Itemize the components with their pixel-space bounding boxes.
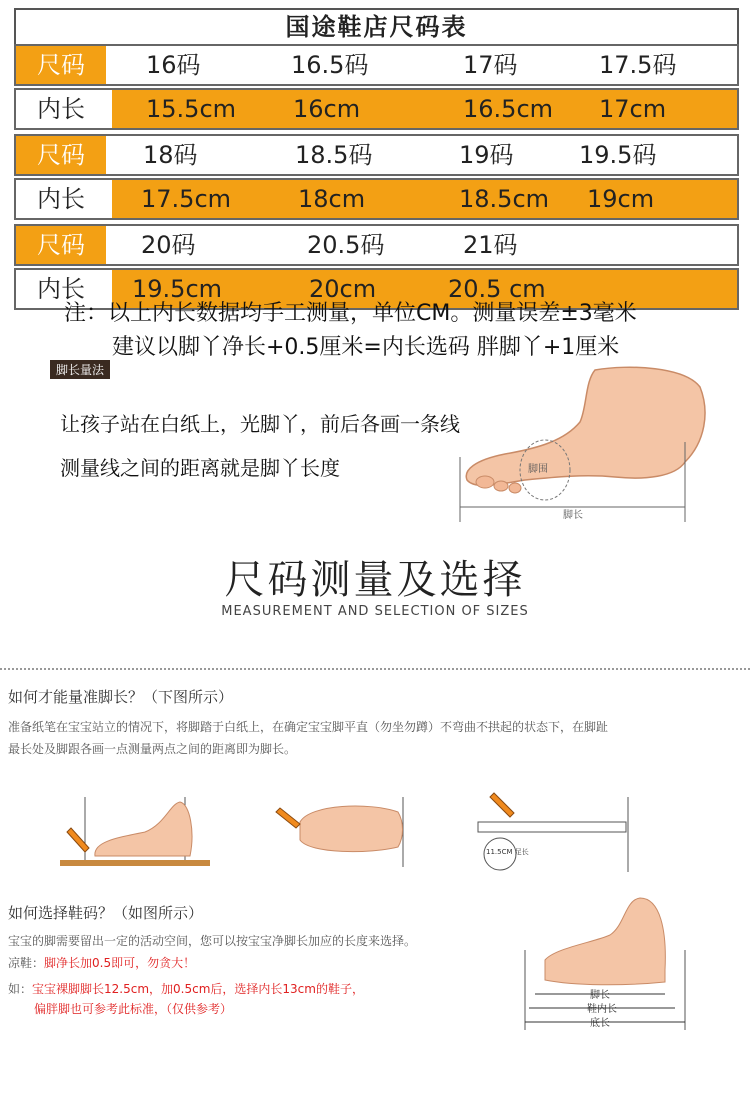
length-cell: 17.5cm (141, 185, 232, 213)
sole-length-label: 底长 (590, 1018, 610, 1029)
length-cell: 16.5cm (463, 95, 554, 123)
size-row (14, 134, 739, 176)
measure-method-tag: 脚长量法 (50, 360, 110, 379)
size-row-label: 尺码 (16, 136, 106, 174)
size-row-label: 尺码 (16, 46, 106, 84)
girth-label: 脚围 (528, 464, 548, 475)
size-cell: 21码 (463, 231, 518, 259)
size-cell: 18码 (143, 141, 198, 169)
length-cell: 16cm (293, 95, 361, 123)
foot-length-label: 脚长 (590, 990, 610, 1001)
size-cell: 16码 (146, 51, 201, 79)
chart-title: 国途鞋店尺码表 (14, 8, 739, 46)
example-prefix: 如： (8, 982, 33, 996)
length-cell: 19cm (587, 185, 655, 213)
note-line-2: 建议以脚丫净长+0.5厘米=内长选码 胖脚丫+1厘米 (112, 335, 620, 360)
length-cell: 18cm (298, 185, 366, 213)
size-table (14, 44, 739, 312)
length-row-label: 内长 (16, 90, 106, 128)
length-row (14, 178, 739, 220)
foot-length-label: 脚长 (563, 510, 583, 521)
ruler-badge: 11.5CM 足长 (486, 848, 529, 856)
length-cell: 18.5cm (459, 185, 550, 213)
question-measure: 如何才能量准脚长？（下图所示） (8, 688, 234, 706)
size-cell: 16.5码 (291, 51, 369, 79)
measure-step-1-illustration (55, 792, 215, 872)
shoe-size-diagram (515, 890, 695, 1040)
size-row (14, 224, 739, 266)
guide-title: 尺码测量及选择 (224, 557, 526, 603)
measure-step-2-illustration (270, 792, 420, 872)
choose-paragraph-line-4: 偏胖脚也可参考此标准，（仅供参考） (34, 1002, 233, 1016)
measure-instruction-2: 测量线之间的距离就是脚丫长度 (60, 456, 340, 480)
length-row-label: 内长 (16, 180, 106, 218)
example-text: 宝宝裸脚脚长12.5cm，加0.5cm后，选择内长13cm的鞋子， (32, 982, 364, 996)
choose-paragraph-line-2 (8, 954, 195, 971)
divider (0, 668, 750, 670)
size-cell: 18.5码 (295, 141, 373, 169)
measure-paragraph-line-2: 最长处及脚跟各画一点测量两点之间的距离即为脚长。 (8, 742, 297, 756)
question-choose-size: 如何选择鞋码？（如图所示） (8, 904, 204, 922)
length-cell: 15.5cm (146, 95, 237, 123)
note-line-1: 注：以上内长数据均手工测量，单位CM。测量误差±3毫米 (64, 301, 637, 326)
length-row (14, 88, 739, 130)
length-cell: 17cm (599, 95, 667, 123)
foot-length-illustration (445, 362, 745, 527)
size-cell: 19码 (459, 141, 514, 169)
sandal-prefix: 凉鞋： (8, 956, 45, 970)
size-cell: 20.5码 (307, 231, 385, 259)
length-cell: 20.5 cm (448, 275, 546, 303)
sandal-advice: 脚净长加0.5即可，勿贪大！ (44, 956, 196, 970)
size-cell: 17.5码 (599, 51, 677, 79)
length-cell: 19.5cm (132, 275, 223, 303)
size-row-label: 尺码 (16, 226, 106, 264)
choose-paragraph-line-1: 宝宝的脚需要留出一定的活动空间，您可以按宝宝净脚长加应的长度来选择。 (8, 934, 417, 948)
guide-subtitle: MEASUREMENT AND SELECTION OF SIZES (221, 604, 529, 619)
size-cell: 17码 (463, 51, 518, 79)
measure-paragraph-line-1: 准备纸笔在宝宝站立的情况下，将脚踏于白纸上，在确定宝宝脚平直（勿坐勿蹲）不弯曲不拱起的状态下，在脚趾 (8, 720, 609, 734)
shoe-inner-length-label: 鞋内长 (587, 1004, 617, 1015)
size-cell: 20码 (141, 231, 196, 259)
choose-paragraph-line-3 (8, 980, 364, 997)
measure-step-3-illustration (470, 792, 640, 882)
size-row (14, 44, 739, 86)
size-cell: 19.5码 (579, 141, 657, 169)
length-row-label: 内长 (16, 270, 106, 308)
length-cell: 20cm (309, 275, 377, 303)
measure-instruction-1: 让孩子站在白纸上，光脚丫，前后各画一条线 (60, 412, 460, 436)
